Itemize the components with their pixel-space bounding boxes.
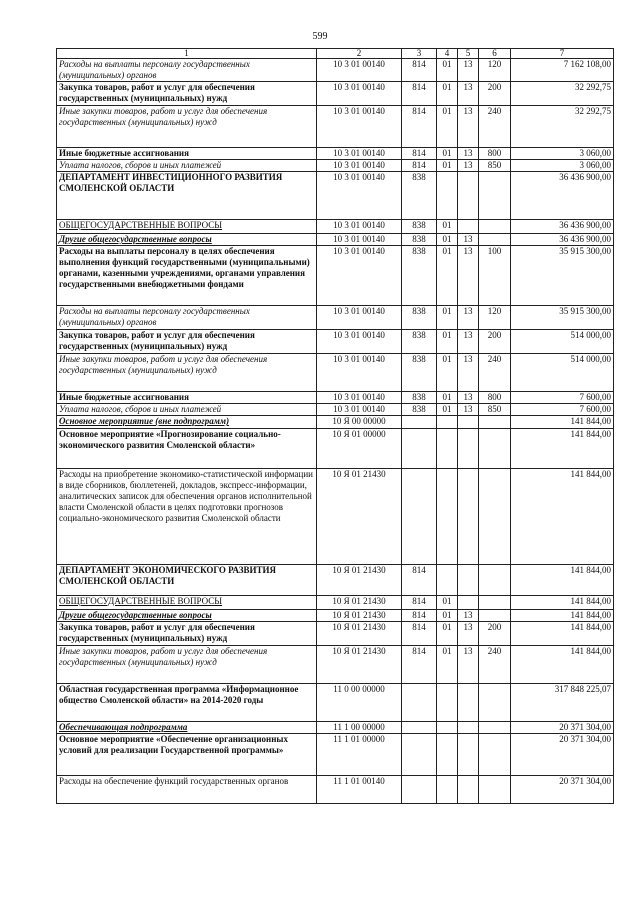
row-rz: 01	[437, 234, 458, 246]
row-vr	[479, 220, 511, 234]
row-code: 10 3 01 00140	[317, 160, 402, 172]
table-row	[57, 416, 614, 429]
table-row	[57, 722, 614, 734]
table-row	[57, 59, 614, 82]
row-pr	[458, 684, 479, 722]
row-ved	[402, 776, 437, 804]
table-row	[57, 82, 614, 106]
row-pr	[458, 469, 479, 565]
row-sum: 317 848 225,07	[511, 684, 614, 722]
row-name: Закупка товаров, работ и услуг для обеспечения государственных (муниципальных) нужд	[57, 622, 317, 646]
row-ved: 814	[402, 82, 437, 106]
row-pr: 13	[458, 354, 479, 392]
row-pr	[458, 565, 479, 596]
row-ved: 814	[402, 646, 437, 684]
row-vr	[479, 234, 511, 246]
header-col-name: 1	[57, 49, 317, 59]
row-vr	[479, 610, 511, 622]
table-row	[57, 404, 614, 416]
row-code: 10 3 01 00140	[317, 59, 402, 82]
row-pr: 13	[458, 246, 479, 306]
table-row	[57, 234, 614, 246]
row-name: Закупка товаров, работ и услуг для обеспечения государственных (муниципальных) нужд	[57, 330, 317, 354]
row-code: 10 3 01 00140	[317, 234, 402, 246]
row-ved: 838	[402, 172, 437, 220]
row-pr: 13	[458, 404, 479, 416]
row-ved: 814	[402, 622, 437, 646]
row-code: 10 3 01 00140	[317, 246, 402, 306]
row-rz	[437, 722, 458, 734]
header-col-code: 2	[317, 49, 402, 59]
row-sum: 3 060,00	[511, 148, 614, 160]
table-row	[57, 392, 614, 404]
table-row	[57, 148, 614, 160]
row-name: ОБЩЕГОСУДАРСТВЕННЫЕ ВОПРОСЫ	[57, 220, 317, 234]
row-sum: 36 436 900,00	[511, 234, 614, 246]
row-vr	[479, 172, 511, 220]
row-vr: 200	[479, 330, 511, 354]
table-row	[57, 646, 614, 684]
row-ved: 814	[402, 610, 437, 622]
row-sum: 20 371 304,00	[511, 734, 614, 776]
row-vr: 200	[479, 622, 511, 646]
row-pr: 13	[458, 106, 479, 148]
row-vr	[479, 469, 511, 565]
row-name: Основное мероприятие «Прогнозирование социально-экономического развития Смоленской области»	[57, 429, 317, 469]
row-vr: 100	[479, 246, 511, 306]
row-rz	[437, 469, 458, 565]
table-row	[57, 622, 614, 646]
row-pr: 13	[458, 306, 479, 330]
table-row	[57, 106, 614, 148]
table-row	[57, 565, 614, 596]
table-row	[57, 172, 614, 220]
row-rz: 01	[437, 220, 458, 234]
row-ved: 838	[402, 404, 437, 416]
row-code: 11 0 00 00000	[317, 684, 402, 722]
row-sum: 141 844,00	[511, 416, 614, 429]
row-ved	[402, 722, 437, 734]
row-vr: 120	[479, 306, 511, 330]
row-ved: 838	[402, 330, 437, 354]
row-code: 10 3 01 00140	[317, 106, 402, 148]
row-name: ДЕПАРТАМЕНТ ЭКОНОМИЧЕСКОГО РАЗВИТИЯ СМОЛЕНСКОЙ ОБЛАСТИ	[57, 565, 317, 596]
row-rz: 01	[437, 622, 458, 646]
row-rz	[437, 172, 458, 220]
row-sum: 7 162 108,00	[511, 59, 614, 82]
row-code: 10 Я 01 21430	[317, 610, 402, 622]
row-name: Обеспечивающая подпрограмма	[57, 722, 317, 734]
row-sum: 141 844,00	[511, 622, 614, 646]
row-code: 10 3 01 00140	[317, 392, 402, 404]
row-pr	[458, 172, 479, 220]
row-sum: 514 000,00	[511, 330, 614, 354]
header-col-sum: 7	[511, 49, 614, 59]
row-sum: 7 600,00	[511, 392, 614, 404]
row-sum: 35 915 300,00	[511, 246, 614, 306]
row-pr	[458, 416, 479, 429]
row-pr	[458, 776, 479, 804]
row-sum: 141 844,00	[511, 429, 614, 469]
row-vr: 850	[479, 404, 511, 416]
row-name: Расходы на обеспечение функций государственных органов	[57, 776, 317, 804]
row-sum: 36 436 900,00	[511, 172, 614, 220]
row-name: Основное мероприятие (вне подпрограмм)	[57, 416, 317, 429]
row-ved	[402, 469, 437, 565]
row-vr: 200	[479, 82, 511, 106]
table-row	[57, 246, 614, 306]
row-rz: 01	[437, 392, 458, 404]
row-sum: 7 600,00	[511, 404, 614, 416]
row-sum: 514 000,00	[511, 354, 614, 392]
row-name: Расходы на выплаты персоналу государственных (муниципальных) органов	[57, 59, 317, 82]
row-ved	[402, 416, 437, 429]
row-code: 10 Я 01 21430	[317, 565, 402, 596]
row-name: Расходы на приобретение экономико-статистической информации в виде сборников, бюллетеней, докладов, экспресс-информации, аналитических записок для обеспечения органов исполнительной власти Смоленской области в целях подготовки прогнозов социально-экономического развития Смоленской области	[57, 469, 317, 565]
row-vr	[479, 722, 511, 734]
table-row	[57, 306, 614, 330]
row-code: 10 3 01 00140	[317, 82, 402, 106]
row-vr: 800	[479, 148, 511, 160]
row-code: 10 Я 01 21430	[317, 646, 402, 684]
row-code: 10 Я 01 21430	[317, 622, 402, 646]
row-name: Иные закупки товаров, работ и услуг для обеспечения государственных (муниципальных) нужд	[57, 354, 317, 392]
row-pr: 13	[458, 234, 479, 246]
row-ved: 838	[402, 246, 437, 306]
row-pr	[458, 722, 479, 734]
header-col-rz: 4	[437, 49, 458, 59]
row-name: Областная государственная программа «Информационное общество Смоленской области» на 2014-2020 годы	[57, 684, 317, 722]
row-vr	[479, 429, 511, 469]
row-pr: 13	[458, 82, 479, 106]
row-vr	[479, 776, 511, 804]
row-code: 10 3 01 00140	[317, 172, 402, 220]
row-pr: 13	[458, 392, 479, 404]
row-ved: 838	[402, 220, 437, 234]
table-row	[57, 684, 614, 722]
budget-table	[56, 48, 614, 804]
row-ved: 838	[402, 354, 437, 392]
row-code: 11 1 00 00000	[317, 722, 402, 734]
row-sum: 141 844,00	[511, 610, 614, 622]
table-row	[57, 734, 614, 776]
header-col-pr: 5	[458, 49, 479, 59]
row-name: Иные бюджетные ассигнования	[57, 148, 317, 160]
row-code: 10 Я 01 21430	[317, 596, 402, 610]
row-rz	[437, 416, 458, 429]
row-rz: 01	[437, 646, 458, 684]
row-name: Уплата налогов, сборов и иных платежей	[57, 404, 317, 416]
row-rz	[437, 565, 458, 596]
row-sum: 141 844,00	[511, 469, 614, 565]
row-pr: 13	[458, 59, 479, 82]
table-row	[57, 596, 614, 610]
budget-table-body	[57, 59, 614, 804]
row-ved	[402, 429, 437, 469]
row-pr: 13	[458, 622, 479, 646]
row-rz: 01	[437, 596, 458, 610]
row-ved: 838	[402, 234, 437, 246]
row-name: Иные закупки товаров, работ и услуг для обеспечения государственных (муниципальных) нужд	[57, 646, 317, 684]
row-code: 10 Я 01 00000	[317, 429, 402, 469]
table-row	[57, 610, 614, 622]
row-sum: 3 060,00	[511, 160, 614, 172]
row-pr: 13	[458, 148, 479, 160]
row-rz: 01	[437, 246, 458, 306]
row-vr	[479, 596, 511, 610]
row-vr	[479, 734, 511, 776]
row-ved: 814	[402, 596, 437, 610]
row-pr	[458, 429, 479, 469]
row-name: ДЕПАРТАМЕНТ ИНВЕСТИЦИОННОГО РАЗВИТИЯ СМОЛЕНСКОЙ ОБЛАСТИ	[57, 172, 317, 220]
row-rz: 01	[437, 106, 458, 148]
row-name: Иные закупки товаров, работ и услуг для обеспечения государственных (муниципальных) нужд	[57, 106, 317, 148]
row-vr: 240	[479, 646, 511, 684]
row-name: Иные бюджетные ассигнования	[57, 392, 317, 404]
row-sum: 36 436 900,00	[511, 220, 614, 234]
row-ved: 814	[402, 106, 437, 148]
row-ved: 814	[402, 565, 437, 596]
row-rz: 01	[437, 610, 458, 622]
row-sum: 20 371 304,00	[511, 776, 614, 804]
row-sum: 32 292,75	[511, 82, 614, 106]
row-vr: 120	[479, 59, 511, 82]
row-ved: 814	[402, 59, 437, 82]
row-code: 11 1 01 00000	[317, 734, 402, 776]
row-sum: 35 915 300,00	[511, 306, 614, 330]
row-sum: 141 844,00	[511, 646, 614, 684]
row-ved: 814	[402, 148, 437, 160]
row-rz: 01	[437, 148, 458, 160]
row-pr: 13	[458, 330, 479, 354]
row-rz: 01	[437, 82, 458, 106]
table-row	[57, 429, 614, 469]
table-row	[57, 160, 614, 172]
row-sum: 141 844,00	[511, 596, 614, 610]
table-row	[57, 220, 614, 234]
row-code: 10 3 01 00140	[317, 148, 402, 160]
row-code: 10 3 01 00140	[317, 404, 402, 416]
header-row	[57, 49, 614, 59]
row-ved: 814	[402, 160, 437, 172]
row-pr	[458, 220, 479, 234]
row-name: Закупка товаров, работ и услуг для обеспечения государственных (муниципальных) нужд	[57, 82, 317, 106]
header-col-vr: 6	[479, 49, 511, 59]
row-vr: 240	[479, 354, 511, 392]
row-rz	[437, 776, 458, 804]
table-row	[57, 354, 614, 392]
row-rz	[437, 429, 458, 469]
row-sum: 20 371 304,00	[511, 722, 614, 734]
table-row	[57, 330, 614, 354]
row-ved: 838	[402, 306, 437, 330]
row-vr	[479, 416, 511, 429]
row-name: Другие общегосударственные вопросы	[57, 234, 317, 246]
row-code: 10 3 01 00140	[317, 354, 402, 392]
header-col-ved: 3	[402, 49, 437, 59]
row-rz	[437, 734, 458, 776]
row-pr	[458, 734, 479, 776]
row-ved: 838	[402, 392, 437, 404]
table-row	[57, 469, 614, 565]
row-pr: 13	[458, 610, 479, 622]
row-name: ОБЩЕГОСУДАРСТВЕННЫЕ ВОПРОСЫ	[57, 596, 317, 610]
row-code: 11 1 01 00140	[317, 776, 402, 804]
row-rz: 01	[437, 306, 458, 330]
row-vr: 240	[479, 106, 511, 148]
row-vr	[479, 684, 511, 722]
page-number: 599	[312, 31, 328, 42]
row-pr: 13	[458, 160, 479, 172]
row-rz: 01	[437, 59, 458, 82]
row-rz: 01	[437, 160, 458, 172]
row-code: 10 Я 00 00000	[317, 416, 402, 429]
row-ved	[402, 734, 437, 776]
row-name: Расходы на выплаты персоналу в целях обеспечения выполнения функций государственными (муниципальными) органами, казенными учреждениями, органами управления государственными внебюджетными фондами	[57, 246, 317, 306]
row-ved	[402, 684, 437, 722]
row-vr: 800	[479, 392, 511, 404]
row-pr	[458, 596, 479, 610]
row-rz: 01	[437, 330, 458, 354]
row-vr	[479, 565, 511, 596]
row-code: 10 3 01 00140	[317, 330, 402, 354]
row-sum: 141 844,00	[511, 565, 614, 596]
row-rz: 01	[437, 404, 458, 416]
row-code: 10 3 01 00140	[317, 220, 402, 234]
table-row	[57, 776, 614, 804]
row-name: Расходы на выплаты персоналу государственных (муниципальных) органов	[57, 306, 317, 330]
row-rz	[437, 684, 458, 722]
row-code: 10 3 01 00140	[317, 306, 402, 330]
row-name: Уплата налогов, сборов и иных платежей	[57, 160, 317, 172]
row-rz: 01	[437, 354, 458, 392]
row-name: Основное мероприятие «Обеспечение организационных условий для реализации Государственной программы»	[57, 734, 317, 776]
row-name: Другие общегосударственные вопросы	[57, 610, 317, 622]
row-sum: 32 292,75	[511, 106, 614, 148]
row-code: 10 Я 01 21430	[317, 469, 402, 565]
row-pr: 13	[458, 646, 479, 684]
row-vr: 850	[479, 160, 511, 172]
